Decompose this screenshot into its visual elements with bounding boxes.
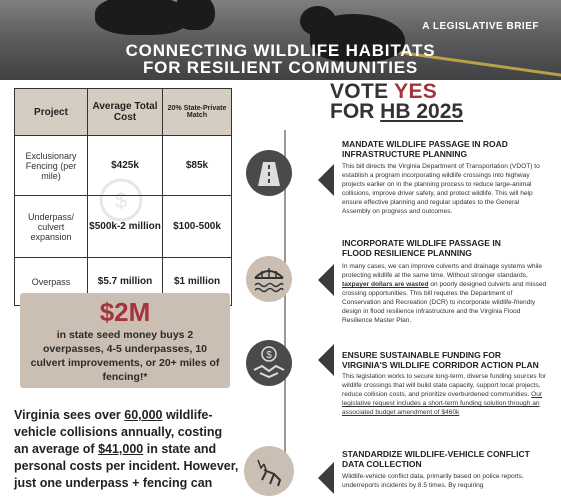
chevron-left-icon [318, 344, 334, 376]
road-icon-badge [246, 150, 292, 196]
seed-description: in state seed money buys 2 overpasses, 4-5 underpasses, 10 culvert improvements, or 20+ miles of fencing!* [30, 329, 220, 383]
seed-money-callout [20, 293, 230, 388]
cost-cell: $425k [88, 136, 163, 196]
collision-stats [14, 407, 239, 492]
body-text: In many cases, we can improve culverts and drainage systems while protecting wildlife at the same time. Without stronger standards, [342, 263, 543, 279]
deer-icon [244, 446, 294, 496]
table-header-row [15, 89, 232, 136]
section-body: This bill directs the Virginia Department of Transportation (VDOT) to establish a program incorporating wildlife crossings into highway projects earlier on in the planning process to reduce large-animal collisions, improve driver safety, and protect wildlife. This will help ensure effective planning and regular updates to the General Assembly on progress and outcomes. [342, 163, 540, 215]
cost-cell: $5.7 million [88, 258, 163, 306]
section-title-line: MANDATE WILDLIFE PASSAGE IN ROAD [342, 139, 508, 149]
handshake-money-icon-badge [246, 340, 292, 386]
column-header: 20% State-Private Match [163, 89, 232, 136]
section-body [342, 372, 548, 417]
stats-text: wildlife-vehicle collisions annually, costing an average of [14, 408, 223, 456]
body-text: This legislation works to secure long-term, diverse funding sources for wildlife crossings that will build state capacity, support local projects, reduce collision costs, and prioritize overburdened communities. [342, 373, 547, 398]
section-title-line: INFRASTRUCTURE PLANNING [342, 149, 468, 159]
dollar-watermark-icon [96, 175, 146, 225]
vote-label: VOTE [330, 80, 389, 103]
section-title-line: INCORPORATE WILDLIFE PASSAGE IN [342, 238, 501, 248]
svg-text:$: $ [114, 188, 128, 213]
chevron-left-icon [318, 164, 334, 196]
project-cell: Underpass/ culvert expansion [15, 196, 88, 258]
section-title-line: ENSURE SUSTAINABLE FUNDING FOR [342, 350, 501, 360]
budget-amendment-text: Our legislative request includes a short-term funding solution through an associated budget amendment of $460k [342, 391, 543, 416]
project-cell: Overpass [15, 258, 88, 306]
match-cell: $1 million [163, 258, 232, 306]
water-bridge-icon [246, 256, 292, 302]
column-header: Project [15, 89, 88, 136]
for-label: FOR [330, 100, 375, 123]
section-title-line: VIRGINIA'S WILDLIFE CORRIDOR ACTION PLAN [342, 360, 539, 370]
brief-title-line1: CONNECTING WILDLIFE HABITATS [125, 41, 436, 60]
deer-icon-badge [244, 446, 294, 496]
section-title-line: STANDARDIZE WILDLIFE-VEHICLE CONFLICT [342, 449, 530, 459]
brief-title-line2: FOR RESILIENT COMMUNITIES [143, 58, 418, 77]
seed-amount: $2M [99, 297, 151, 327]
vote-yes: YES [394, 80, 438, 103]
bill-number: HB 2025 [380, 100, 464, 123]
collisions-count: 60,000 [124, 408, 163, 422]
handshake-money-icon [246, 340, 292, 386]
brief-subtitle: A LEGISLATIVE BRIEF [422, 21, 539, 32]
project-cell: Exclusionary Fencing (per mile) [15, 136, 88, 196]
cost-cell: $500k-2 million [88, 196, 163, 258]
bill-heading [330, 100, 463, 124]
road-icon [246, 150, 292, 196]
chevron-left-icon [318, 462, 334, 494]
section-title [342, 139, 508, 159]
svg-text:$: $ [266, 350, 272, 361]
section-body [342, 262, 548, 325]
body-emphasis: taxpayer dollars are wasted [342, 281, 429, 288]
match-cell: $100-500k [163, 196, 232, 258]
stats-text: in state and personal costs per incident. However, just one underpass + fencing can [14, 442, 239, 490]
section-title [342, 238, 501, 258]
section-title-line: DATA COLLECTION [342, 459, 422, 469]
body-text: on poorly designed culverts and missed crossing opportunities. This bill requires the Department of Conservation and Recreation (DCR) to incorporate wildlife-friendly design in flood resilience infrastructure and the Virginia Flood Resilience Master Plan. [342, 281, 547, 324]
bear-silhouette [300, 6, 336, 36]
section-title-line: FLOOD RESILIENCE PLANNING [342, 248, 472, 258]
stats-text: Virginia sees over [14, 408, 125, 422]
chevron-left-icon [318, 264, 334, 296]
section-title [342, 350, 539, 370]
incident-cost: $41,000 [98, 442, 144, 456]
bear-silhouette [175, 0, 215, 30]
section-title [342, 449, 530, 469]
column-header: Average Total Cost [88, 89, 163, 136]
water-bridge-icon-badge [246, 256, 292, 302]
match-cell: $85k [163, 136, 232, 196]
section-body: Wildlife-vehicle conflict data, primarily based on police reports, underreports incidents by 8.5 times. By requiring [342, 473, 524, 489]
header-banner [0, 0, 561, 80]
